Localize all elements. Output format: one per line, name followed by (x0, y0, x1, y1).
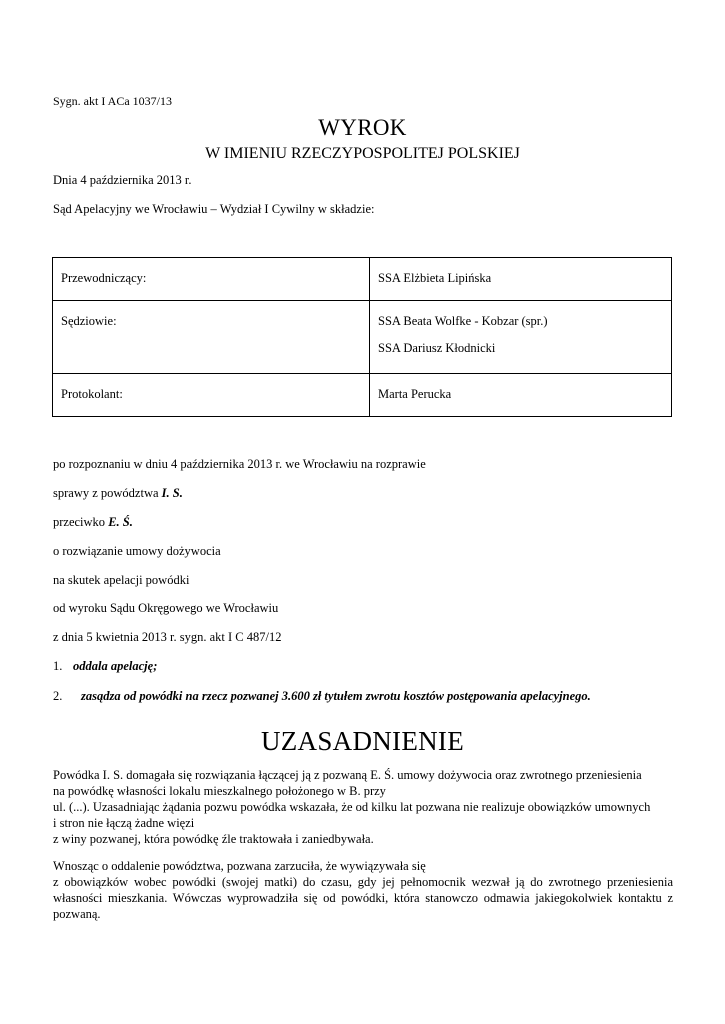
panel-role-clerk: Protokolant: (61, 387, 123, 401)
paragraph-line: Wnosząc o oddalenie powództwa, pozwana zarzuciła, że wywiązywała się (53, 859, 426, 873)
ruling-item-2-text: zasądza od powódki na rzecz pozwanej 3.600 zł tytułem zwrotu kosztów postępowania apelacyjnego. (81, 689, 591, 703)
document-title: WYROK (318, 115, 407, 140)
ruling-item-1-number: 1. (53, 659, 63, 673)
panel-role-cell (53, 301, 370, 374)
justification-heading: UZASADNIENIE (260, 726, 465, 756)
panel-names-cell (370, 301, 672, 374)
paragraph-line: i stron nie łączą żadne więzi (53, 816, 195, 830)
panel-name-judge-2: SSA Dariusz Kłodnicki (378, 341, 496, 355)
table-row (53, 301, 672, 374)
document-subtitle: W IMIENIU RZECZYPOSPOLITEJ POLSKIEJ (205, 145, 520, 162)
panel-role-judges: Sędziowie: (61, 314, 117, 328)
panel-role-cell (53, 258, 370, 301)
defendant-prefix: przeciwko (53, 515, 109, 529)
justification-paragraph-2 (53, 858, 673, 922)
plaintiff-line (53, 485, 183, 501)
justification-paragraph-1 (53, 767, 673, 847)
paragraph-line: pozwaną. (53, 907, 101, 921)
paragraph-line: ul. (...). Uzasadniając żądania pozwu powódka wskazała, że od kilku lat pozwana nie realizuje obowiązków umownych (53, 800, 651, 814)
lower-court-line: od wyroku Sądu Okręgowego we Wrocławiu (53, 601, 279, 615)
panel-name-judge-1: SSA Beata Wolfke - Kobzar (spr.) (378, 314, 548, 328)
paragraph-line: z winy pozwanej, która powódkę źle traktowała i zaniedbywała. (53, 832, 374, 846)
table-row (53, 258, 672, 301)
ruling-item-2-number: 2. (53, 689, 63, 703)
proceedings-line: po rozpoznaniu w dniu 4 października 2013 r. we Wrocławiu na rozprawie (53, 457, 426, 471)
case-signature: Sygn. akt I ACa 1037/13 (53, 94, 172, 108)
panel-names-cell (370, 374, 672, 417)
panel-name-clerk: Marta Perucka (378, 387, 452, 401)
subject-line: o rozwiązanie umowy dożywocia (53, 544, 221, 558)
ruling-item-1-text: oddala apelację; (73, 659, 158, 673)
ruling-item-2 (53, 688, 673, 704)
court-panel-table (52, 257, 672, 417)
paragraph-line: własności mieszkania. Wówczas wyprowadziła się od powódki, która stanowczo odmawia jakiegokolwiek kontaktu z (53, 891, 673, 905)
plaintiff-prefix: sprawy z powództwa (53, 486, 162, 500)
paragraph-line: z obowiązków wobec powódki (swojej matki) do czasu, gdy jej pełnomocnik wezwał ją do zwrotnego przeniesienia (53, 875, 673, 889)
panel-role-presiding: Przewodniczący: (61, 271, 147, 285)
panel-names-cell (370, 258, 672, 301)
paragraph-line: Powódka I. S. domagała się rozwiązania łączącej ją z pozwaną E. Ś. umowy dożywocia oraz zwrotnego przeniesienia (53, 768, 642, 782)
plaintiff-name: I. S. (161, 486, 183, 500)
panel-role-cell (53, 374, 370, 417)
judgment-date: Dnia 4 października 2013 r. (53, 173, 192, 187)
appeal-line: na skutek apelacji powódki (53, 573, 190, 587)
court-composition-line: Sąd Apelacyjny we Wrocławiu – Wydział I Cywilny w składzie: (53, 202, 375, 216)
table-row (53, 374, 672, 417)
paragraph-line: na powódkę własności lokalu mieszkalnego położonego w B. przy (53, 784, 386, 798)
defendant-line (53, 514, 133, 530)
ruling-item-1 (53, 658, 157, 674)
panel-name-presiding: SSA Elżbieta Lipińska (378, 271, 492, 285)
defendant-name: E. Ś. (108, 515, 133, 529)
lower-court-date-line: z dnia 5 kwietnia 2013 r. sygn. akt I C 487/12 (53, 630, 282, 644)
